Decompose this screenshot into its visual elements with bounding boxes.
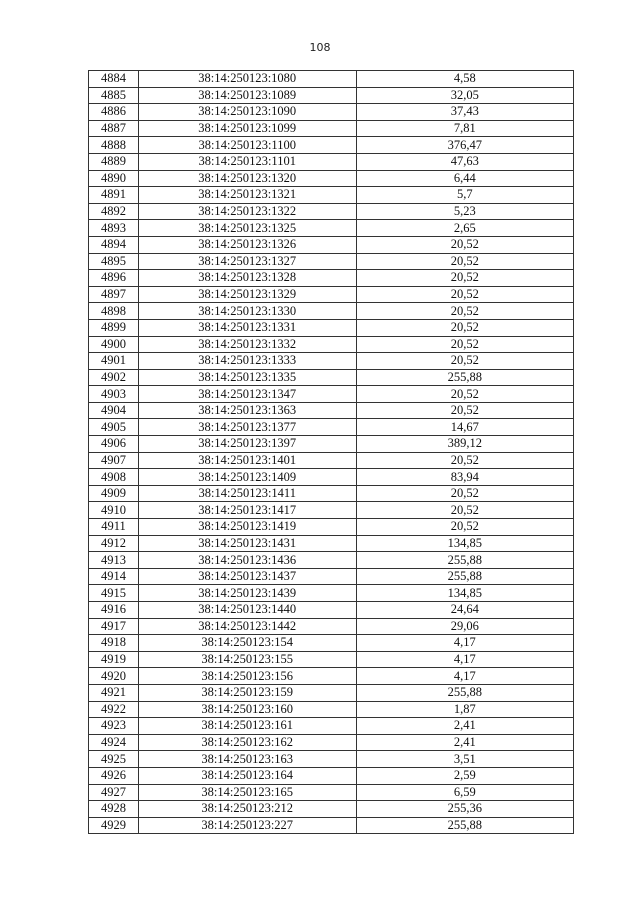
row-number-cell: 4899 bbox=[89, 319, 139, 336]
value-cell: 6,44 bbox=[356, 170, 573, 187]
value-cell: 255,88 bbox=[356, 369, 573, 386]
value-cell: 20,52 bbox=[356, 386, 573, 403]
value-cell: 5,7 bbox=[356, 187, 573, 204]
cadastral-number-cell: 38:14:250123:1100 bbox=[138, 137, 356, 154]
table-row bbox=[89, 236, 574, 253]
table-row bbox=[89, 734, 574, 751]
value-cell: 4,17 bbox=[356, 635, 573, 652]
cadastral-number-cell: 38:14:250123:1330 bbox=[138, 303, 356, 320]
table-row bbox=[89, 71, 574, 88]
value-cell: 14,67 bbox=[356, 419, 573, 436]
row-number-cell: 4919 bbox=[89, 651, 139, 668]
row-number-cell: 4912 bbox=[89, 535, 139, 552]
cadastral-number-cell: 38:14:250123:1363 bbox=[138, 402, 356, 419]
table-row bbox=[89, 585, 574, 602]
value-cell: 255,88 bbox=[356, 552, 573, 569]
table-row bbox=[89, 137, 574, 154]
row-number-cell: 4907 bbox=[89, 452, 139, 469]
cadastral-number-cell: 38:14:250123:1431 bbox=[138, 535, 356, 552]
row-number-cell: 4888 bbox=[89, 137, 139, 154]
value-cell: 20,52 bbox=[356, 502, 573, 519]
row-number-cell: 4921 bbox=[89, 684, 139, 701]
value-cell: 134,85 bbox=[356, 585, 573, 602]
row-number-cell: 4922 bbox=[89, 701, 139, 718]
row-number-cell: 4886 bbox=[89, 104, 139, 121]
cadastral-number-cell: 38:14:250123:1090 bbox=[138, 104, 356, 121]
row-number-cell: 4916 bbox=[89, 602, 139, 619]
value-cell: 29,06 bbox=[356, 618, 573, 635]
value-cell: 20,52 bbox=[356, 485, 573, 502]
cadastral-number-cell: 38:14:250123:1411 bbox=[138, 485, 356, 502]
table-row bbox=[89, 801, 574, 818]
table-row bbox=[89, 203, 574, 220]
cadastral-number-cell: 38:14:250123:160 bbox=[138, 701, 356, 718]
cadastral-number-cell: 38:14:250123:1080 bbox=[138, 71, 356, 88]
cadastral-number-cell: 38:14:250123:154 bbox=[138, 635, 356, 652]
value-cell: 20,52 bbox=[356, 253, 573, 270]
row-number-cell: 4918 bbox=[89, 635, 139, 652]
row-number-cell: 4898 bbox=[89, 303, 139, 320]
row-number-cell: 4920 bbox=[89, 668, 139, 685]
value-cell: 83,94 bbox=[356, 469, 573, 486]
value-cell: 4,58 bbox=[356, 71, 573, 88]
row-number-cell: 4887 bbox=[89, 120, 139, 137]
row-number-cell: 4884 bbox=[89, 71, 139, 88]
value-cell: 134,85 bbox=[356, 535, 573, 552]
row-number-cell: 4915 bbox=[89, 585, 139, 602]
cadastral-number-cell: 38:14:250123:159 bbox=[138, 684, 356, 701]
table-row bbox=[89, 402, 574, 419]
row-number-cell: 4891 bbox=[89, 187, 139, 204]
cadastral-table bbox=[88, 70, 574, 834]
value-cell: 20,52 bbox=[356, 270, 573, 287]
value-cell: 4,17 bbox=[356, 668, 573, 685]
cadastral-number-cell: 38:14:250123:1347 bbox=[138, 386, 356, 403]
table-row bbox=[89, 369, 574, 386]
table-row bbox=[89, 552, 574, 569]
cadastral-number-cell: 38:14:250123:156 bbox=[138, 668, 356, 685]
value-cell: 2,41 bbox=[356, 734, 573, 751]
cadastral-number-cell: 38:14:250123:1322 bbox=[138, 203, 356, 220]
table-row bbox=[89, 303, 574, 320]
table-row bbox=[89, 170, 574, 187]
cadastral-number-cell: 38:14:250123:1101 bbox=[138, 153, 356, 170]
value-cell: 2,41 bbox=[356, 718, 573, 735]
table-row bbox=[89, 436, 574, 453]
cadastral-number-cell: 38:14:250123:1320 bbox=[138, 170, 356, 187]
value-cell: 255,36 bbox=[356, 801, 573, 818]
table-row bbox=[89, 668, 574, 685]
cadastral-number-cell: 38:14:250123:1089 bbox=[138, 87, 356, 104]
table-body bbox=[89, 71, 574, 834]
table-row bbox=[89, 602, 574, 619]
row-number-cell: 4911 bbox=[89, 519, 139, 536]
cadastral-number-cell: 38:14:250123:1335 bbox=[138, 369, 356, 386]
row-number-cell: 4900 bbox=[89, 336, 139, 353]
value-cell: 4,17 bbox=[356, 651, 573, 668]
value-cell: 20,52 bbox=[356, 519, 573, 536]
value-cell: 20,52 bbox=[356, 452, 573, 469]
row-number-cell: 4889 bbox=[89, 153, 139, 170]
table-row bbox=[89, 535, 574, 552]
row-number-cell: 4890 bbox=[89, 170, 139, 187]
table-row bbox=[89, 784, 574, 801]
table-row bbox=[89, 502, 574, 519]
cadastral-number-cell: 38:14:250123:1397 bbox=[138, 436, 356, 453]
value-cell: 389,12 bbox=[356, 436, 573, 453]
value-cell: 7,81 bbox=[356, 120, 573, 137]
table-row bbox=[89, 253, 574, 270]
value-cell: 20,52 bbox=[356, 402, 573, 419]
table-row bbox=[89, 220, 574, 237]
table-row bbox=[89, 336, 574, 353]
value-cell: 47,63 bbox=[356, 153, 573, 170]
row-number-cell: 4910 bbox=[89, 502, 139, 519]
table-row bbox=[89, 651, 574, 668]
table-row bbox=[89, 618, 574, 635]
cadastral-number-cell: 38:14:250123:1417 bbox=[138, 502, 356, 519]
cadastral-number-cell: 38:14:250123:165 bbox=[138, 784, 356, 801]
cadastral-number-cell: 38:14:250123:1327 bbox=[138, 253, 356, 270]
table-row bbox=[89, 187, 574, 204]
cadastral-number-cell: 38:14:250123:1326 bbox=[138, 236, 356, 253]
cadastral-number-cell: 38:14:250123:1321 bbox=[138, 187, 356, 204]
cadastral-number-cell: 38:14:250123:1442 bbox=[138, 618, 356, 635]
value-cell: 24,64 bbox=[356, 602, 573, 619]
table-row bbox=[89, 319, 574, 336]
row-number-cell: 4905 bbox=[89, 419, 139, 436]
cadastral-number-cell: 38:14:250123:1099 bbox=[138, 120, 356, 137]
value-cell: 20,52 bbox=[356, 319, 573, 336]
row-number-cell: 4913 bbox=[89, 552, 139, 569]
row-number-cell: 4904 bbox=[89, 402, 139, 419]
table-row bbox=[89, 286, 574, 303]
cadastral-number-cell: 38:14:250123:1437 bbox=[138, 568, 356, 585]
row-number-cell: 4906 bbox=[89, 436, 139, 453]
table-row bbox=[89, 270, 574, 287]
value-cell: 255,88 bbox=[356, 684, 573, 701]
value-cell: 376,47 bbox=[356, 137, 573, 154]
value-cell: 20,52 bbox=[356, 286, 573, 303]
cadastral-number-cell: 38:14:250123:1409 bbox=[138, 469, 356, 486]
cadastral-number-cell: 38:14:250123:164 bbox=[138, 767, 356, 784]
table-row bbox=[89, 767, 574, 784]
table-row bbox=[89, 817, 574, 834]
value-cell: 20,52 bbox=[356, 303, 573, 320]
cadastral-number-cell: 38:14:250123:1436 bbox=[138, 552, 356, 569]
value-cell: 255,88 bbox=[356, 817, 573, 834]
cadastral-number-cell: 38:14:250123:212 bbox=[138, 801, 356, 818]
cadastral-number-cell: 38:14:250123:162 bbox=[138, 734, 356, 751]
row-number-cell: 4892 bbox=[89, 203, 139, 220]
table-row bbox=[89, 353, 574, 370]
row-number-cell: 4928 bbox=[89, 801, 139, 818]
row-number-cell: 4908 bbox=[89, 469, 139, 486]
cadastral-number-cell: 38:14:250123:155 bbox=[138, 651, 356, 668]
table-row bbox=[89, 386, 574, 403]
row-number-cell: 4909 bbox=[89, 485, 139, 502]
table-row bbox=[89, 485, 574, 502]
table-row bbox=[89, 87, 574, 104]
table-row bbox=[89, 120, 574, 137]
table-row bbox=[89, 718, 574, 735]
row-number-cell: 4901 bbox=[89, 353, 139, 370]
row-number-cell: 4924 bbox=[89, 734, 139, 751]
value-cell: 20,52 bbox=[356, 236, 573, 253]
row-number-cell: 4925 bbox=[89, 751, 139, 768]
page-number: 108 bbox=[309, 41, 331, 54]
row-number-cell: 4927 bbox=[89, 784, 139, 801]
value-cell: 32,05 bbox=[356, 87, 573, 104]
cadastral-number-cell: 38:14:250123:1439 bbox=[138, 585, 356, 602]
row-number-cell: 4895 bbox=[89, 253, 139, 270]
value-cell: 3,51 bbox=[356, 751, 573, 768]
cadastral-number-cell: 38:14:250123:1331 bbox=[138, 319, 356, 336]
cadastral-number-cell: 38:14:250123:161 bbox=[138, 718, 356, 735]
row-number-cell: 4917 bbox=[89, 618, 139, 635]
row-number-cell: 4926 bbox=[89, 767, 139, 784]
cadastral-number-cell: 38:14:250123:227 bbox=[138, 817, 356, 834]
value-cell: 2,65 bbox=[356, 220, 573, 237]
cadastral-number-cell: 38:14:250123:1401 bbox=[138, 452, 356, 469]
row-number-cell: 4894 bbox=[89, 236, 139, 253]
row-number-cell: 4903 bbox=[89, 386, 139, 403]
cadastral-number-cell: 38:14:250123:1329 bbox=[138, 286, 356, 303]
row-number-cell: 4914 bbox=[89, 568, 139, 585]
cadastral-number-cell: 38:14:250123:1333 bbox=[138, 353, 356, 370]
cadastral-number-cell: 38:14:250123:1377 bbox=[138, 419, 356, 436]
table-row bbox=[89, 635, 574, 652]
table-row bbox=[89, 104, 574, 121]
row-number-cell: 4923 bbox=[89, 718, 139, 735]
value-cell: 20,52 bbox=[356, 336, 573, 353]
cadastral-number-cell: 38:14:250123:1440 bbox=[138, 602, 356, 619]
value-cell: 1,87 bbox=[356, 701, 573, 718]
table-row bbox=[89, 452, 574, 469]
cadastral-number-cell: 38:14:250123:1328 bbox=[138, 270, 356, 287]
table-row bbox=[89, 701, 574, 718]
row-number-cell: 4893 bbox=[89, 220, 139, 237]
value-cell: 37,43 bbox=[356, 104, 573, 121]
table-row bbox=[89, 751, 574, 768]
cadastral-number-cell: 38:14:250123:1332 bbox=[138, 336, 356, 353]
value-cell: 255,88 bbox=[356, 568, 573, 585]
table-row bbox=[89, 568, 574, 585]
row-number-cell: 4897 bbox=[89, 286, 139, 303]
value-cell: 6,59 bbox=[356, 784, 573, 801]
table-row bbox=[89, 519, 574, 536]
table-row bbox=[89, 153, 574, 170]
value-cell: 20,52 bbox=[356, 353, 573, 370]
cadastral-number-cell: 38:14:250123:1419 bbox=[138, 519, 356, 536]
row-number-cell: 4902 bbox=[89, 369, 139, 386]
value-cell: 2,59 bbox=[356, 767, 573, 784]
cadastral-number-cell: 38:14:250123:163 bbox=[138, 751, 356, 768]
table-row bbox=[89, 469, 574, 486]
table-row bbox=[89, 419, 574, 436]
value-cell: 5,23 bbox=[356, 203, 573, 220]
table-row bbox=[89, 684, 574, 701]
row-number-cell: 4929 bbox=[89, 817, 139, 834]
row-number-cell: 4885 bbox=[89, 87, 139, 104]
cadastral-number-cell: 38:14:250123:1325 bbox=[138, 220, 356, 237]
row-number-cell: 4896 bbox=[89, 270, 139, 287]
